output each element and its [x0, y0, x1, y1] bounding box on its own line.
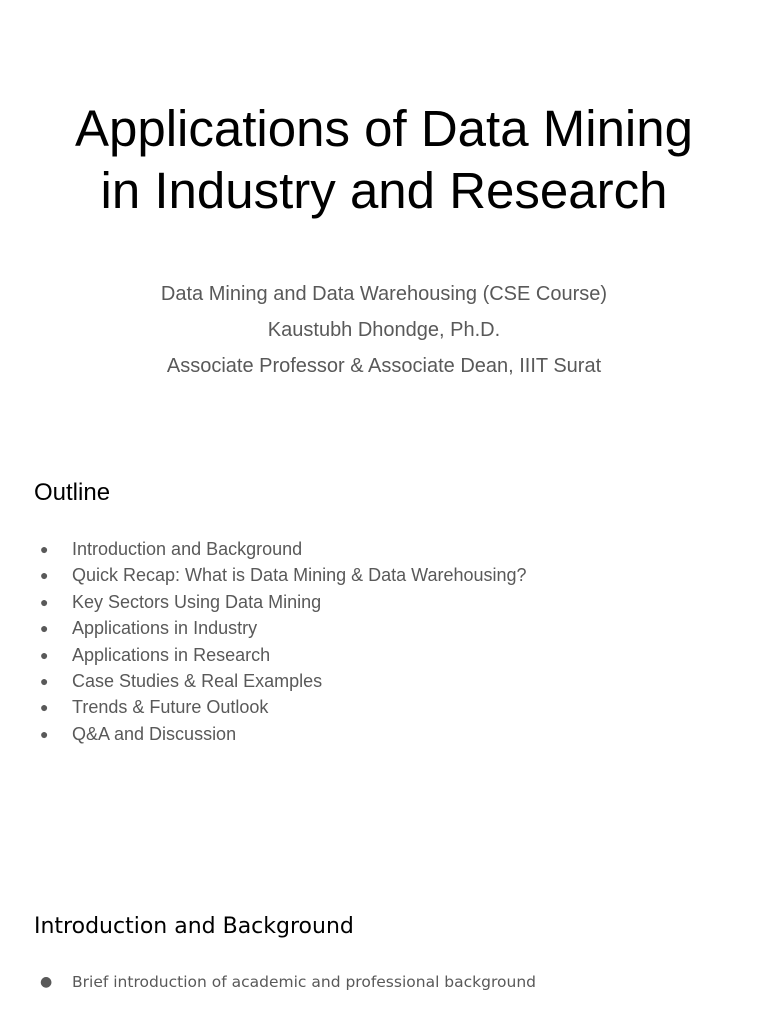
course-name: Data Mining and Data Warehousing (CSE Course) — [160, 283, 608, 305]
bullet-icon: ● — [40, 699, 49, 716]
bullet-icon: ● — [40, 541, 49, 557]
list-item — [40, 694, 527, 720]
list-item — [40, 642, 527, 668]
list-item-text: Quick Recap: What is Data Mining & Data Warehousing? — [72, 565, 527, 586]
list-item — [40, 615, 527, 641]
outline-list — [40, 536, 527, 747]
bullet-icon: ● — [40, 593, 49, 610]
list-item — [40, 668, 527, 694]
title-line-2: in Industry and Research — [100, 162, 668, 219]
list-item — [40, 970, 536, 994]
author-affiliation: Associate Professor & Associate Dean, IIIT Surat — [166, 355, 602, 377]
list-item-text: Key Sectors Using Data Mining — [72, 591, 322, 612]
list-item-text: Trends & Future Outlook — [72, 697, 269, 718]
list-item-text: Introduction and Background — [72, 539, 303, 559]
outline-heading: Outline — [34, 479, 111, 506]
bullet-icon: ● — [40, 646, 49, 663]
bullet-icon: ● — [40, 974, 53, 990]
intro-heading: Introduction and Background — [34, 914, 354, 939]
list-item — [40, 536, 527, 562]
bullet-icon: ● — [40, 567, 49, 584]
list-item-text: Applications in Research — [72, 644, 271, 665]
list-item-text: Case Studies & Real Examples — [72, 671, 323, 692]
intro-list — [40, 970, 536, 994]
bullet-icon: ● — [40, 725, 49, 742]
title-line-1: Applications of Data Mining — [74, 100, 693, 157]
intro-slide — [0, 860, 768, 1024]
subtitle-block — [0, 276, 768, 384]
bullet-icon: ● — [40, 620, 49, 637]
author-name: Kaustubh Dhondge, Ph.D. — [267, 319, 501, 341]
list-item — [40, 721, 527, 747]
list-item-text: Brief introduction of academic and professional background — [72, 973, 536, 991]
title-slide — [0, 0, 768, 430]
list-item — [40, 589, 527, 615]
list-item-text: Q&A and Discussion — [72, 723, 237, 744]
presentation-title — [10, 98, 758, 222]
list-item-text: Applications in Industry — [72, 618, 258, 639]
bullet-icon: ● — [40, 673, 49, 690]
outline-slide — [0, 430, 768, 860]
list-item — [40, 562, 527, 588]
